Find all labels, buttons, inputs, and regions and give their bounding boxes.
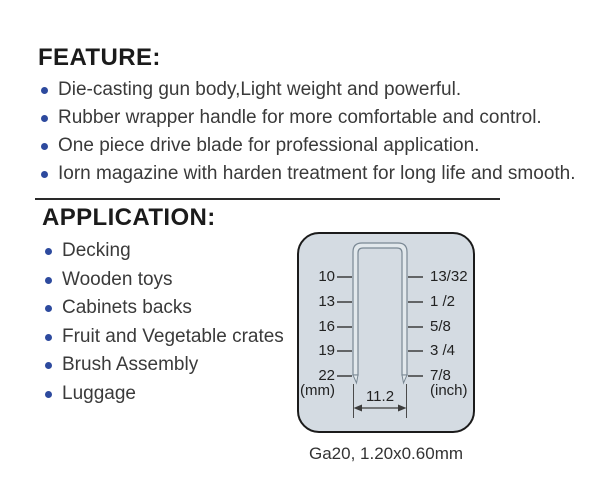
inch-unit-label: (inch) (430, 382, 468, 399)
staple-diagram-panel (297, 232, 475, 433)
application-item: Brush Assembly (42, 351, 284, 380)
application-item: Fruit and Vegetable crates (42, 323, 284, 352)
section-divider (35, 198, 500, 200)
application-item: Cabinets backs (42, 294, 284, 323)
mm-label-22: 22 (318, 367, 335, 384)
feature-list (38, 76, 576, 188)
inch-label-1-2: 1 /2 (430, 293, 456, 310)
mm-label-19: 19 (318, 342, 335, 359)
inch-label-7-8: 7/8 (430, 367, 451, 384)
feature-item: One piece drive blade for professional application. (38, 132, 576, 160)
feature-item: Die-casting gun body,Light weight and powerful. (38, 76, 576, 104)
application-item: Luggage (42, 380, 284, 409)
staple-spec-caption: Ga20, 1.20x0.60mm (308, 444, 464, 463)
mm-label-13: 13 (318, 293, 335, 310)
mm-label-16: 16 (318, 318, 335, 335)
feature-item: Iorn magazine with harden treatment for long life and smooth. (38, 160, 576, 188)
inch-label-3-4: 3 /4 (430, 342, 456, 359)
application-item: Wooden toys (42, 266, 284, 295)
feature-item: Rubber wrapper handle for more comfortable and control. (38, 104, 576, 132)
inch-label-5-8: 5/8 (430, 318, 451, 335)
feature-heading: FEATURE: (38, 44, 161, 71)
inch-label-13-32: 13/32 (430, 268, 468, 285)
application-heading: APPLICATION: (42, 204, 216, 231)
mm-unit-label: (mm) (300, 382, 335, 399)
application-list (42, 237, 284, 408)
application-item: Decking (42, 237, 284, 266)
crown-width-value: 11.2 (365, 388, 395, 405)
mm-label-10: 10 (318, 268, 335, 285)
